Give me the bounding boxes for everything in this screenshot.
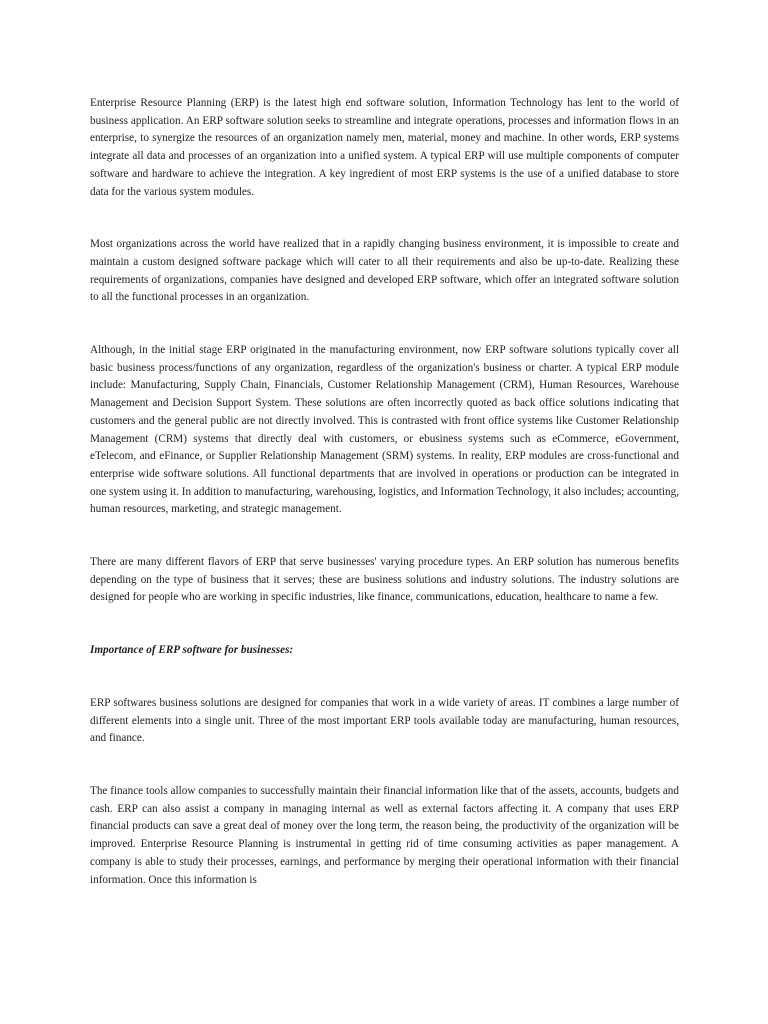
paragraph-finance-tools: The finance tools allow companies to successfully maintain their financial information like that of the assets, accounts, budgets and cash. ERP can also assist a company in managing internal as well as external factors affecting it. A company that uses ERP financial products can save a great deal of money over the long term, the reason being, the productivity of the organization will be improved. Enterprise Resource Planning is instrumental in getting rid of time consuming activities as paper management. A company is able to study their processes, earnings, and performance by merging their operational information with their financial information. Once this information is	[90, 784, 679, 886]
paragraph-erp-modules: Although, in the initial stage ERP originated in the manufacturing environment, now ERP software solutions typically cover all basic business process/functions of any organization, regardless of the organization's business or charter. A typical ERP module include: Manufacturing, Supply Chain, Financials, Customer Relationship Management (CRM), Human Resources, Warehouse Management and Decision Support System. These solutions are often incorrectly quoted as back office solutions indicating that customers and the general public are not directly involved. This is contrasted with front office systems like Customer Relationship Management (CRM) systems that directly deal with customers, or ebusiness systems such as eCommerce, eGovernment, eTelecom, and eFinance, or Supplier Relationship Management (SRM) systems. In reality, ERP modules are cross-functional and enterprise wide software solutions. All functional departments that are involved in operations or production can be integrated in one system using it. In addition to manufacturing, warehousing, logistics, and Information Technology, it also includes; accounting, human resources, marketing, and strategic management.	[90, 344, 679, 516]
section-heading-importance: Importance of ERP software for businesses:	[90, 644, 294, 657]
paragraph-erp-definition: Enterprise Resource Planning (ERP) is the latest high end software solution, Information Technology has lent to the world of business application. An ERP software solution seeks to streamline and integrate operations, processes and information flows in an enterprise, to synergize the resources of an organization namely men, material, money and machine. In other words, ERP systems integrate all data and processes of an organization into a unified system. A typical ERP will use multiple components of computer software and hardware to achieve the integration. A key ingredient of most ERP systems is the use of a unified database to store data for the various system modules.	[90, 97, 679, 198]
paragraph-erp-tools: ERP softwares business solutions are designed for companies that work in a wide variety of areas. IT combines a large number of different elements into a single unit. Three of the most important ERP tools available today are manufacturing, human resources, and finance.	[90, 696, 679, 745]
paragraph-custom-software: Most organizations across the world have realized that in a rapidly changing business environment, it is impossible to create and maintain a custom designed software package which will cater to all their requirements and also be up-to-date. Realizing these requirements of organizations, companies have designed and developed ERP software, which offer an integrated software solution to all the functional processes in an organization.	[90, 238, 679, 304]
paragraph-erp-flavors: There are many different flavors of ERP that serve businesses' varying procedure types. An ERP solution has numerous benefits depending on the type of business that it serves; these are business solutions and industry solutions. The industry solutions are designed for people who are working in specific industries, like finance, communications, education, healthcare to name a few.	[90, 556, 679, 604]
document-body	[90, 95, 679, 889]
